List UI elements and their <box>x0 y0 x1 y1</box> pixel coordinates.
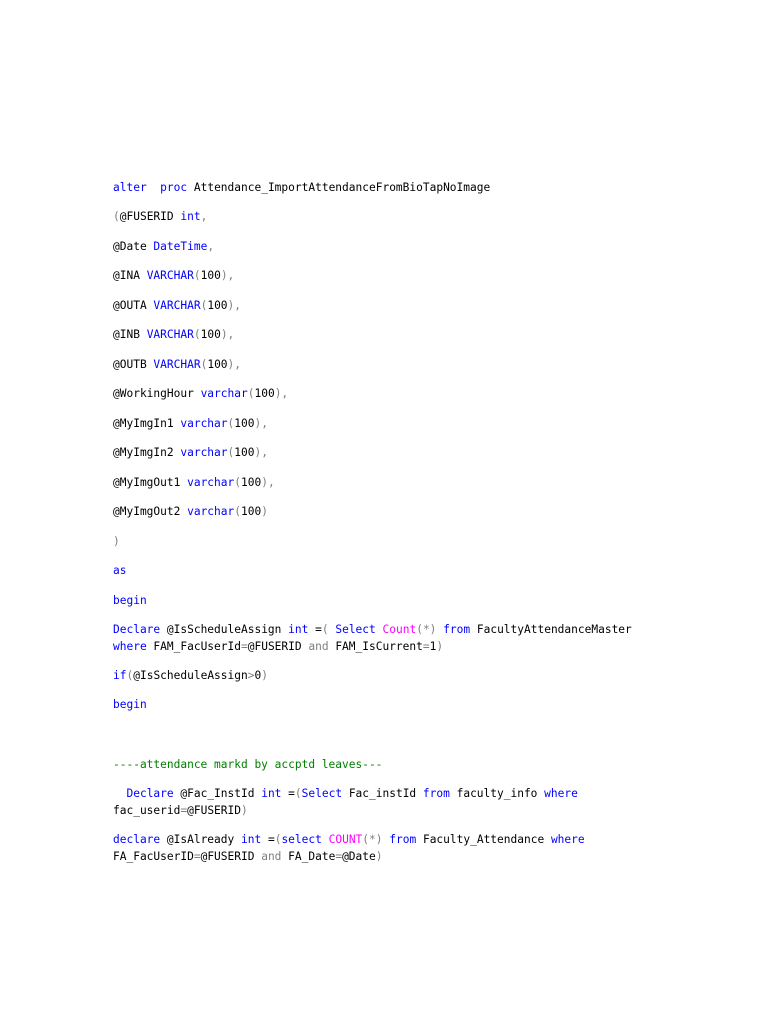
code-token: (*) <box>416 623 437 636</box>
code-token: where <box>113 640 147 653</box>
code-line <box>113 668 268 684</box>
code-token: from <box>389 833 417 846</box>
code-token: ), <box>227 358 242 371</box>
code-token: 100 <box>234 446 255 459</box>
code-token: @MyImgIn1 <box>113 417 181 430</box>
code-token: > <box>247 669 255 682</box>
code-token: FA_Date <box>281 850 336 863</box>
code-token: declare <box>113 833 161 846</box>
code-line <box>113 357 241 373</box>
code-token: Fac_instId <box>342 787 423 800</box>
code-token: begin <box>113 698 147 711</box>
code-line <box>113 504 268 520</box>
code-token: Faculty_Attendance <box>416 833 551 846</box>
code-token: ) <box>375 850 383 863</box>
code-token: @INA <box>113 269 147 282</box>
code-token: 100 <box>200 328 221 341</box>
code-token: ( <box>294 787 302 800</box>
code-line <box>113 639 443 655</box>
code-token: as <box>113 564 127 577</box>
code-token: ( <box>193 328 201 341</box>
code-line <box>113 803 248 819</box>
code-token: = <box>261 833 275 846</box>
code-line <box>113 849 383 865</box>
code-token: ( <box>193 269 201 282</box>
code-token: @OUTA <box>113 299 154 312</box>
code-token: ), <box>220 269 235 282</box>
code-token: COUNT <box>328 833 363 846</box>
code-token: ( <box>113 210 120 223</box>
code-token: ( <box>234 476 241 489</box>
code-line <box>113 239 214 255</box>
code-token <box>113 787 126 800</box>
code-line <box>113 445 268 461</box>
code-token: ( <box>200 299 208 312</box>
code-token: @FUSERID <box>187 804 241 817</box>
code-token: @MyImgIn2 <box>113 446 181 459</box>
code-token: ( <box>126 669 134 682</box>
code-token: = <box>240 640 248 653</box>
code-token: ), <box>227 299 242 312</box>
code-token: varchar <box>200 387 248 400</box>
code-token: DateTime <box>153 240 208 253</box>
code-token: 1 <box>429 640 437 653</box>
code-token: = <box>180 804 188 817</box>
code-token: 0 <box>254 669 262 682</box>
code-token: @OUTB <box>113 358 154 371</box>
code-token: begin <box>113 594 147 607</box>
code-token: FAM_IsCurrent <box>328 640 423 653</box>
code-token: ( <box>227 417 235 430</box>
code-line <box>113 416 268 432</box>
code-line <box>113 757 382 773</box>
code-token: VARCHAR <box>153 358 201 371</box>
code-token: ) <box>436 640 444 653</box>
code-token: Count <box>382 623 417 636</box>
code-token: ) <box>261 669 268 682</box>
code-token: VARCHAR <box>146 269 194 282</box>
code-line <box>113 298 241 314</box>
code-token: Attendance_ImportAttendanceFromBioTapNoImage <box>187 181 491 194</box>
code-token: ( <box>200 358 208 371</box>
code-token: ), <box>254 417 268 430</box>
code-token: ----attendance markd by accptd leaves--- <box>113 758 383 771</box>
code-token: if <box>113 669 127 682</box>
code-token: ) <box>241 804 248 817</box>
code-token: where <box>544 787 578 800</box>
code-token: ), <box>220 328 235 341</box>
code-token: int <box>240 833 262 846</box>
code-token: FAM_FacUserId <box>146 640 241 653</box>
code-line <box>113 832 585 848</box>
code-token: 100 <box>207 358 228 371</box>
code-token: @WorkingHour <box>113 387 201 400</box>
code-token: = <box>193 850 201 863</box>
code-token: Select <box>335 623 376 636</box>
code-token: @MyImgOut1 <box>113 476 188 489</box>
code-token: ), <box>254 446 268 459</box>
code-token: 100 <box>241 505 262 518</box>
code-token: FacultyAttendanceMaster <box>470 623 632 636</box>
code-token: int <box>288 623 309 636</box>
code-token: FA_FacUserID <box>113 850 194 863</box>
code-token: VARCHAR <box>153 299 201 312</box>
code-token: ) <box>113 535 120 548</box>
code-token: Select <box>301 787 343 800</box>
code-token: faculty_info <box>449 787 545 800</box>
code-token: int <box>180 210 201 223</box>
code-token: varchar <box>180 446 228 459</box>
code-token: @Date <box>113 240 154 253</box>
code-token: = <box>422 640 430 653</box>
code-token <box>147 181 160 194</box>
code-token: from <box>422 787 450 800</box>
code-token: ( <box>274 833 282 846</box>
code-token: Declare <box>126 787 174 800</box>
code-token: int <box>261 787 282 800</box>
code-token: from <box>443 623 471 636</box>
code-token: VARCHAR <box>146 328 194 341</box>
code-token: @FUSERID <box>247 640 309 653</box>
code-line <box>113 563 126 579</box>
code-token: @MyImgOut2 <box>113 505 188 518</box>
code-token: fac_userid <box>113 804 181 817</box>
code-line <box>113 697 147 713</box>
code-token: , <box>207 240 215 253</box>
code-token: = <box>335 850 343 863</box>
code-token: ( <box>227 446 235 459</box>
code-token: 100 <box>200 269 221 282</box>
code-token: = <box>308 623 322 636</box>
code-token: , <box>200 210 208 223</box>
code-token: varchar <box>187 476 235 489</box>
code-token: 100 <box>241 476 262 489</box>
code-token: @IsAlready <box>160 833 241 846</box>
code-token: = <box>281 787 295 800</box>
code-token: @INB <box>113 328 147 341</box>
code-token <box>322 833 329 846</box>
code-token: @IsScheduleAssign <box>160 623 289 636</box>
code-token: varchar <box>187 505 235 518</box>
code-token: Declare <box>113 623 161 636</box>
code-token: ( <box>321 623 329 636</box>
code-token: where <box>550 833 585 846</box>
code-token <box>376 623 383 636</box>
code-line <box>113 209 207 225</box>
code-token: and <box>261 850 282 863</box>
code-line <box>113 268 234 284</box>
code-token: (*) <box>362 833 383 846</box>
code-token: 100 <box>207 299 228 312</box>
code-token: alter <box>113 181 147 194</box>
code-token: proc <box>160 181 188 194</box>
code-token: ), <box>274 387 289 400</box>
code-token: @Date <box>342 850 376 863</box>
code-line <box>113 180 490 196</box>
code-token: ) <box>261 505 268 518</box>
code-token: @FUSERID <box>119 210 181 223</box>
code-line <box>113 327 234 343</box>
code-line <box>113 386 288 402</box>
code-line <box>113 534 120 550</box>
code-token: 100 <box>254 387 275 400</box>
code-token: 100 <box>234 417 255 430</box>
code-token: ( <box>247 387 255 400</box>
code-token: varchar <box>180 417 228 430</box>
code-token: @FUSERID <box>200 850 262 863</box>
code-token: select <box>281 833 322 846</box>
code-token: and <box>308 640 329 653</box>
code-line <box>113 593 147 609</box>
code-line <box>113 786 578 802</box>
code-token: ), <box>261 476 275 489</box>
code-line <box>113 475 275 491</box>
code-line <box>113 622 632 638</box>
code-token: @Fac_InstId <box>173 787 262 800</box>
code-token: ( <box>234 505 241 518</box>
code-token: @IsScheduleAssign <box>133 669 248 682</box>
